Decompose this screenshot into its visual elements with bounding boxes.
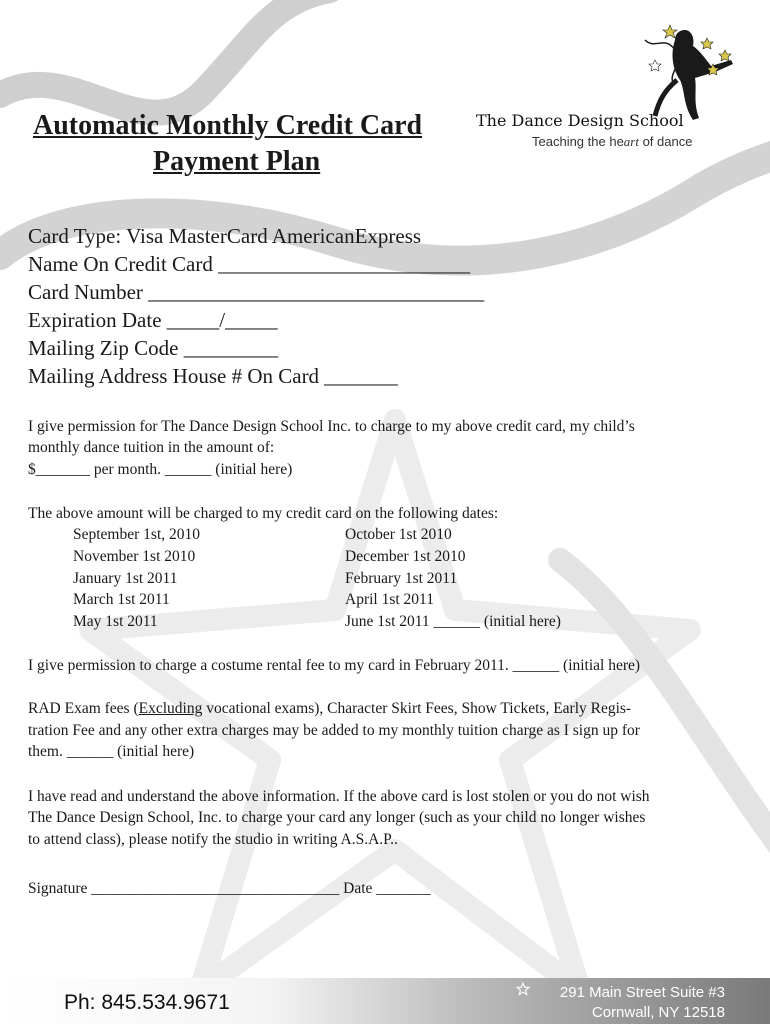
mailing-address-field: Mailing Address House # On Card _______	[28, 364, 398, 388]
understand-line-3: to attend class), please notify the studio in writing A.S.A.P..	[28, 831, 398, 848]
date-left: May 1st 2011	[73, 613, 158, 630]
address-line-2: Cornwall, NY 12518	[591, 1004, 725, 1021]
date-left: September 1st, 2010	[73, 526, 200, 543]
date-right: February 1st 2011	[345, 570, 458, 587]
rad-fees-line-1	[28, 698, 631, 720]
name-on-card-field: Name On Credit Card ________________________	[28, 252, 471, 276]
school-tagline	[532, 134, 692, 150]
date-left: November 1st 2010	[73, 548, 196, 565]
rad-text-1: RAD Exam fees (	[28, 700, 139, 717]
permission-line-2: monthly dance tuition in the amount of:	[28, 439, 275, 456]
page-title	[33, 110, 422, 142]
dancer-with-stars-icon	[615, 20, 745, 125]
phone-number: Ph: 845.534.9671	[64, 991, 230, 1014]
card-type-field: Card Type: Visa MasterCard AmericanExpress	[28, 224, 422, 248]
rad-fees-line-2: tration Fee and any other extra charges may be added to my monthly tuition charge as I sign up for	[28, 722, 640, 739]
understand-line-2: The Dance Design School, Inc. to charge your card any longer (such as your child no longer wishes	[28, 809, 646, 826]
rad-fees-line-3: them. ______ (initial here)	[28, 743, 195, 760]
date-right: April 1st 2011	[345, 591, 434, 608]
page-title-line-2	[153, 146, 320, 178]
tagline-part-3: of dance	[638, 134, 693, 149]
swoosh-decoration	[0, 0, 330, 113]
star-outline-icon	[516, 982, 530, 996]
card-number-field: Card Number ________________________________	[28, 280, 485, 304]
rad-excluding: Excluding	[138, 700, 203, 717]
costume-permission: I give permission to charge a costume rental fee to my card in February 2011. ______ (initial here)	[28, 657, 641, 674]
tagline-part-2: art	[623, 134, 639, 149]
date-left: January 1st 2011	[73, 570, 178, 587]
zip-code-field: Mailing Zip Code _________	[28, 336, 279, 360]
permission-line-3: $_______ per month. ______ (initial here)	[28, 461, 293, 478]
dates-intro: The above amount will be charged to my credit card on the following dates:	[28, 505, 499, 522]
tagline-part-1: Teaching the he	[532, 134, 624, 149]
understand-line-1: I have read and understand the above information. If the above card is lost stolen or you do not wish	[28, 788, 650, 805]
title-line-2: Payment Plan	[153, 146, 321, 177]
rad-text-2: vocational exams), Character Skirt Fees, Show Tickets, Early Regis-	[202, 700, 632, 717]
permission-line-1: I give permission for The Dance Design School Inc. to charge to my above credit card, my child’s	[28, 418, 635, 435]
signature-line: Signature ________________________________ Date _______	[28, 880, 431, 897]
title-line-1: Automatic Monthly Credit Card	[33, 110, 423, 141]
date-right: October 1st 2010	[345, 526, 452, 543]
address-line-1: 291 Main Street Suite #3	[559, 984, 725, 1001]
date-right: June 1st 2011 ______ (initial here)	[345, 613, 561, 630]
date-right: December 1st 2010	[345, 548, 466, 565]
date-left: March 1st 2011	[73, 591, 170, 608]
expiration-date-field: Expiration Date _____/_____	[28, 308, 278, 332]
school-name: The Dance Design School	[476, 111, 684, 130]
